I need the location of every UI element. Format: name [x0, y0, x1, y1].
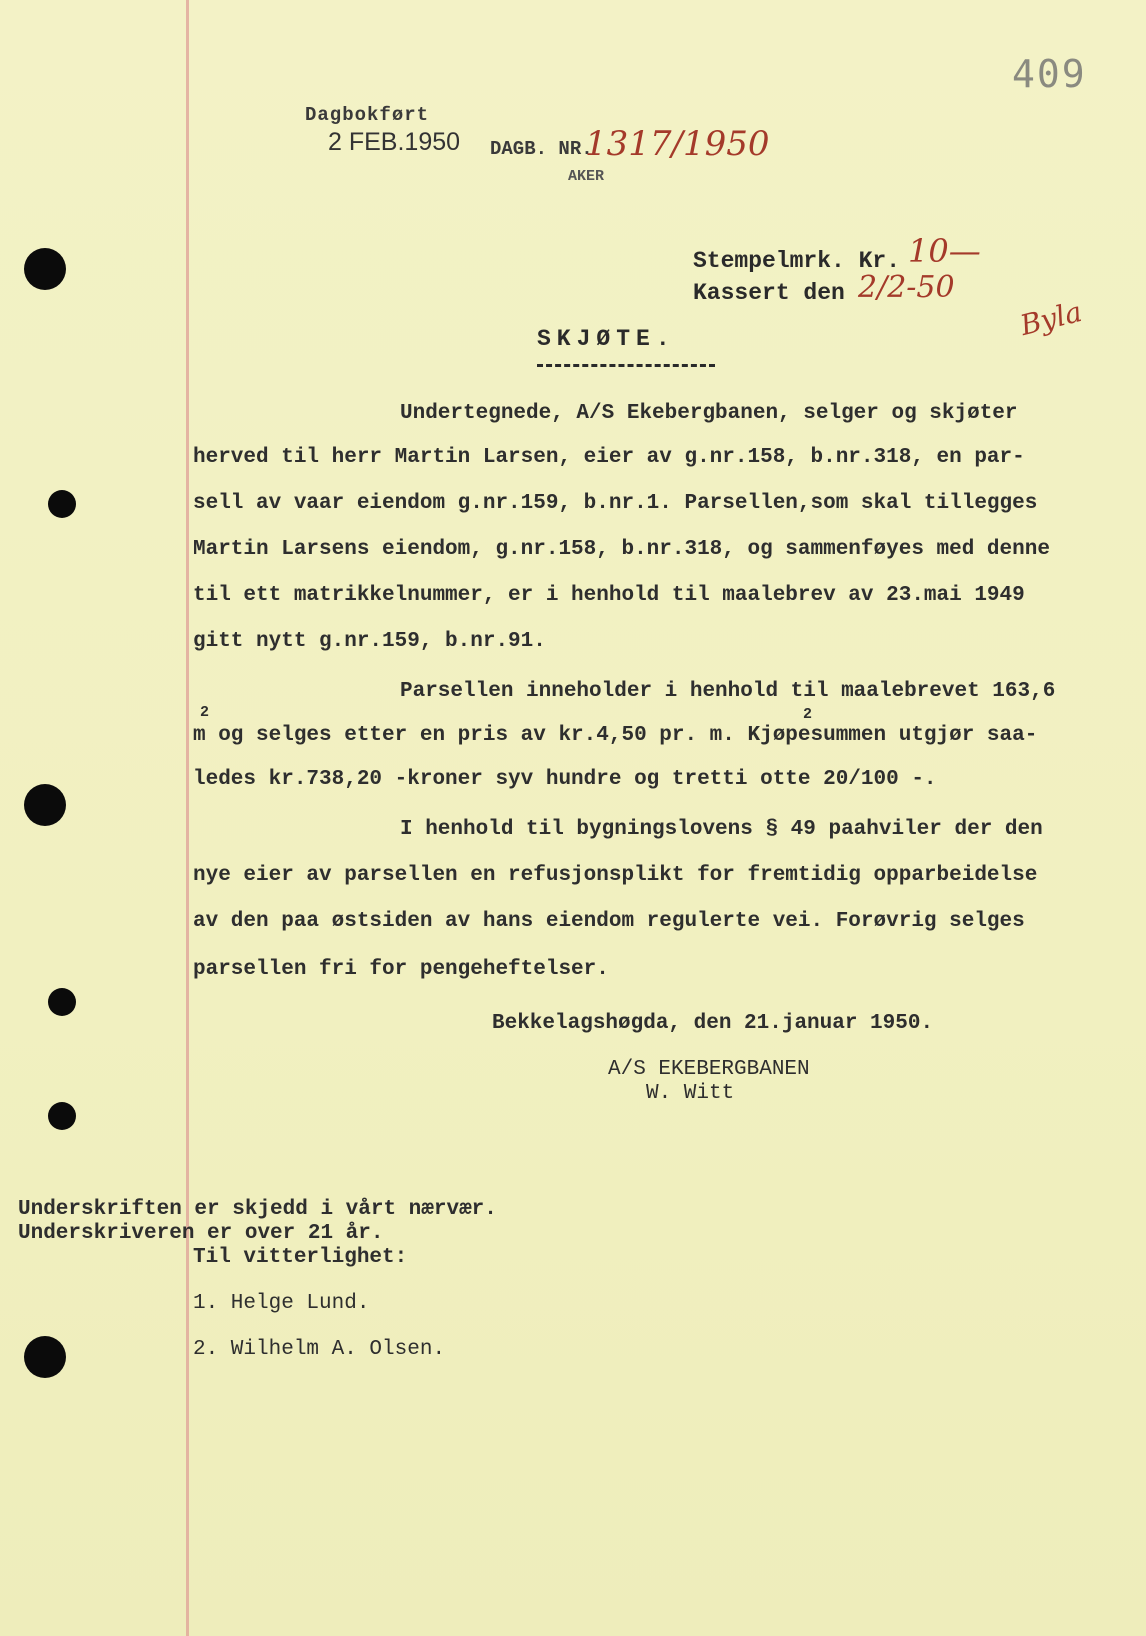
body-line-5: til ett matrikkelnummer, er i henhold til maalebrev av 23.mai 1949: [193, 584, 1025, 607]
body-line-4: Martin Larsens eiendom, g.nr.158, b.nr.318, og sammenføyes med denne: [193, 538, 1050, 561]
superscript-1: 2: [200, 704, 210, 721]
punch-hole-1: [24, 248, 66, 290]
margin-line: [186, 0, 189, 1636]
signature-name: W. Witt: [646, 1082, 735, 1105]
punch-hole-4: [48, 988, 76, 1016]
page-number: 409: [1012, 52, 1087, 96]
stamp-office: AKER: [568, 168, 605, 185]
body-line-7: Parsellen inneholder i henhold til maalebrevet 163,6: [400, 680, 1056, 703]
body-line-10: I henhold til bygningslovens § 49 paahviler der den: [400, 818, 1043, 841]
punch-hole-6: [24, 1336, 66, 1378]
kassert-initials: Byla: [1016, 294, 1086, 343]
signature-company: A/S EKEBERGBANEN: [608, 1058, 810, 1081]
witness-name-1: 1. Helge Lund.: [193, 1292, 370, 1315]
body-line-8: m og selges etter en pris av kr.4,50 pr. m. Kjøpesummen utgjør saa-: [193, 724, 1038, 747]
dagb-label: DAGB. NR.: [490, 138, 593, 160]
stamp-label: Dagbokført: [305, 104, 430, 126]
body-line-2: herved til herr Martin Larsen, eier av g.nr.158, b.nr.318, en par-: [193, 446, 1025, 469]
punch-hole-2: [48, 490, 76, 518]
witness-line-1: Underskriften er skjedd i vårt nærvær.: [18, 1198, 497, 1221]
stamp-date: 2 FEB.1950: [328, 128, 461, 156]
body-line-6: gitt nytt g.nr.159, b.nr.91.: [193, 630, 546, 653]
punch-hole-5: [48, 1102, 76, 1130]
body-line-13: parsellen fri for pengeheftelser.: [193, 958, 609, 981]
body-line-11: nye eier av parsellen en refusjonsplikt for fremtidig opparbeidelse: [193, 864, 1038, 887]
body-line-3: sell av vaar eiendom g.nr.159, b.nr.1. Parsellen,som skal tillegges: [193, 492, 1038, 515]
superscript-2: 2: [803, 706, 813, 723]
dagb-handwritten-number: 1317/1950: [585, 124, 770, 164]
witness-heading: Til vitterlighet:: [193, 1246, 408, 1269]
document-title: SKJØTE.: [537, 326, 676, 352]
stempel-value: 10—: [908, 232, 981, 270]
title-underline: [537, 364, 715, 367]
punch-hole-3: [24, 784, 66, 826]
body-line-9: ledes kr.738,20 -kroner syv hundre og tretti otte 20/100 -.: [193, 768, 937, 791]
stempel-label: Stempelmrk. Kr.: [693, 248, 901, 274]
place-date: Bekkelagshøgda, den 21.januar 1950.: [492, 1012, 934, 1035]
kassert-label: Kassert den: [693, 280, 845, 306]
witness-name-2: 2. Wilhelm A. Olsen.: [193, 1338, 446, 1361]
kassert-value: 2/2-50: [858, 270, 955, 305]
body-line-12: av den paa østsiden av hans eiendom regulerte vei. Forøvrig selges: [193, 910, 1025, 933]
body-line-1: Undertegnede, A/S Ekebergbanen, selger og skjøter: [400, 402, 1018, 425]
witness-line-2: Underskriveren er over 21 år.: [18, 1222, 384, 1245]
